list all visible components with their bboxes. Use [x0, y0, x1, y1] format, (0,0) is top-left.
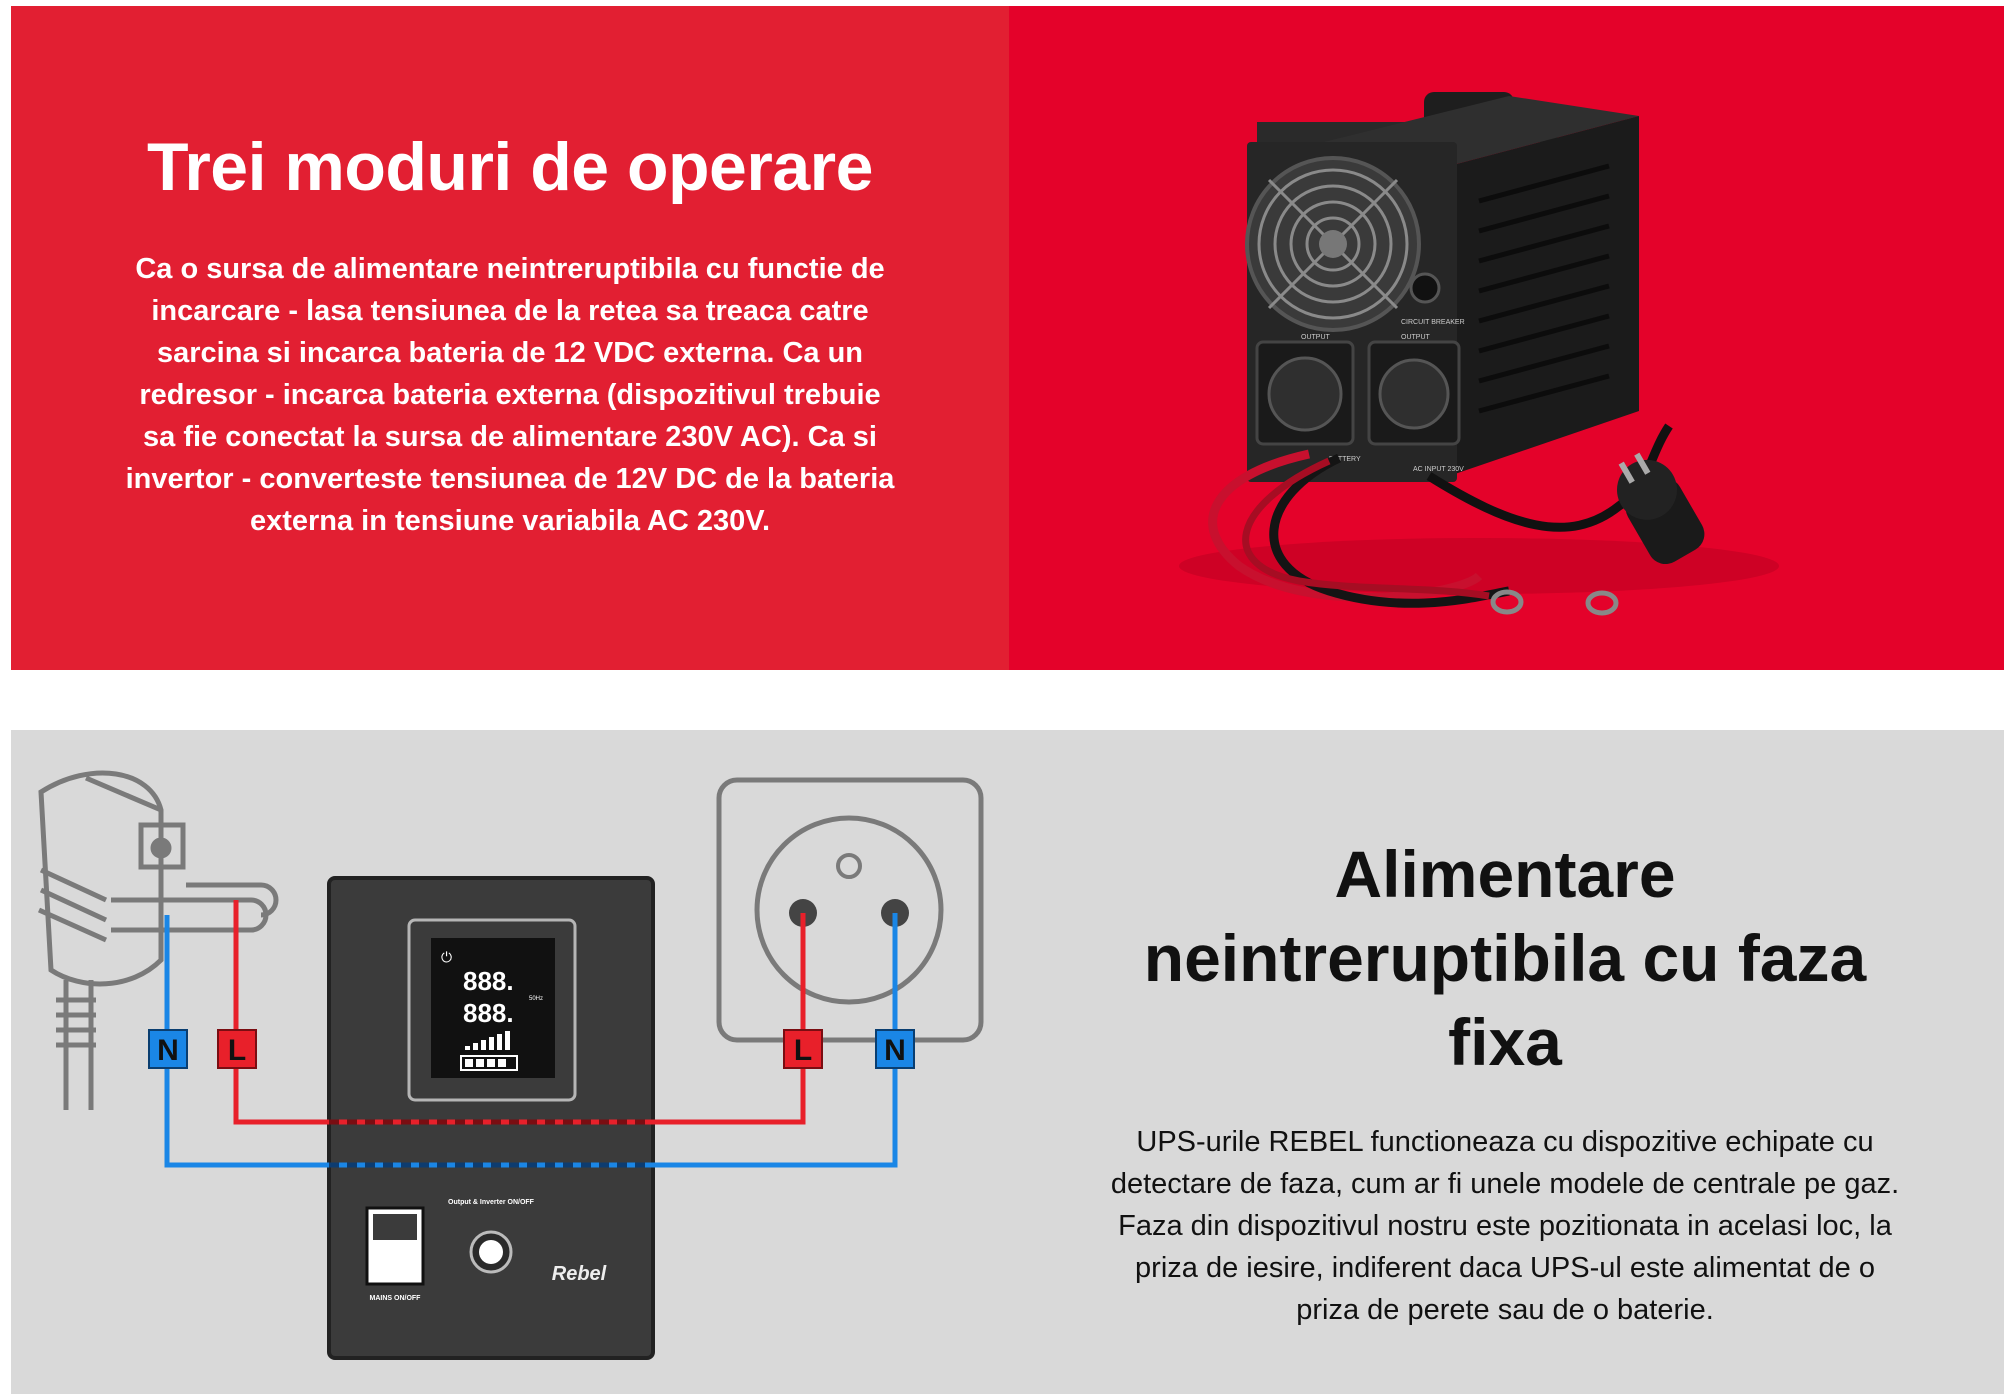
- output-inverter-label: Output & Inverter ON/OFF: [448, 1199, 534, 1206]
- svg-text:N: N: [884, 1034, 906, 1067]
- product-photo-panel: [1009, 6, 2004, 670]
- battery-label: BATTERY: [1329, 456, 1361, 463]
- plug-live-tag: [218, 1030, 256, 1068]
- ups-device-photo: [1009, 6, 2004, 670]
- display-digits-top: 888.: [463, 966, 514, 996]
- plug-neutral-tag: [149, 1030, 187, 1068]
- ac-input-label: AC INPUT 230V: [1413, 466, 1464, 473]
- brand-logo: Rebel: [551, 1263, 607, 1285]
- display-digits-bottom: 888.: [463, 998, 514, 1028]
- svg-text:N: N: [157, 1034, 179, 1067]
- operating-modes-description: Ca o sursa de alimentare neintreruptibila cu functie de incarcare - lasa tensiunea de la retea sa treaca catre sarcina si incarca bateria de 12 VDC externa. Ca un redresor - incarca bateria externa (dispozitivul trebuie sa fie conectat la sursa de alimentare 230V AC). Ca si invertor - converteste tensiunea de 12V DC de la bateria externa in tensiune variabila AC 230V.: [125, 253, 895, 537]
- display-hz: 50Hz: [529, 996, 544, 1002]
- output-left-label: OUTPUT: [1301, 334, 1330, 341]
- mains-switch-label: MAINS ON/OFF: [369, 1295, 421, 1302]
- svg-text:L: L: [227, 1034, 247, 1067]
- power-icon: ⏻: [441, 949, 453, 965]
- svg-text:L: L: [793, 1034, 813, 1067]
- circuit-breaker-label: CIRCUIT BREAKER: [1401, 319, 1465, 326]
- fixed-phase-title: Alimentare neintreruptibila cu faza fixa: [1143, 837, 1867, 1079]
- socket-live-tag: [784, 1030, 822, 1068]
- socket-icon: [719, 780, 981, 1040]
- output-right-label: OUTPUT: [1401, 334, 1430, 341]
- fixed-phase-description: UPS-urile REBEL functioneaza cu dispozitive echipate cu detectare de faza, cum ar fi unele modele de centrale pe gaz. Faza din dispozitivul nostru este pozitionata in acelasi loc, la priza de iesire, indiferent daca UPS-ul este alimentat de o priza de perete sau de o baterie.: [1110, 1126, 1900, 1326]
- socket-neutral-tag: [876, 1030, 914, 1068]
- operating-modes-title: Trei moduri de operare: [147, 129, 873, 205]
